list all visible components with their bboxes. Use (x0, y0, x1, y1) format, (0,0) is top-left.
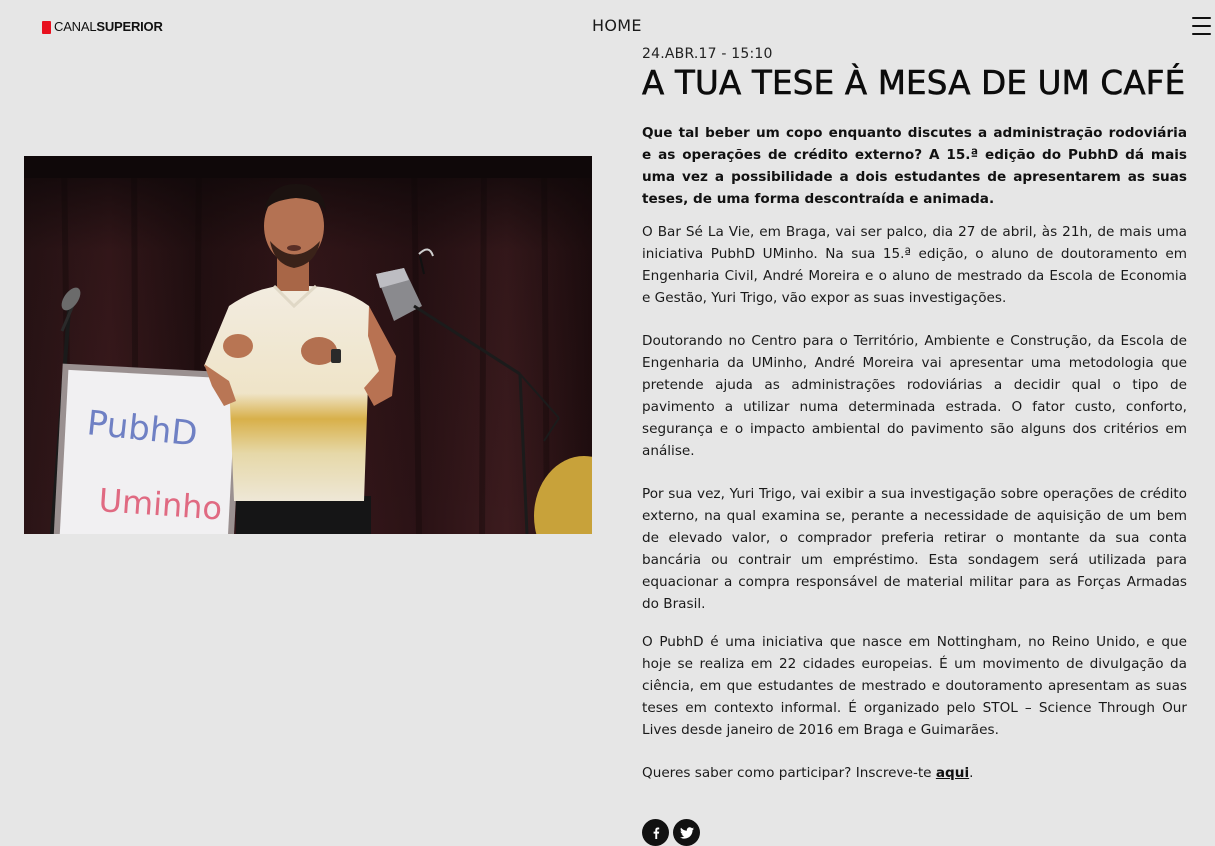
cta-text: Queres saber como participar? Inscreve-te (642, 765, 936, 781)
article-paragraph: Doutorando no Centro para o Território, Ambiente e Construção, da Escola de Engenharia da UMinho, André Moreira vai apresentar uma metodologia que pretende ajuda as administrações rodoviárias a decidir qual o tipo de pavimento a utilizar numa determinada estrada. O fator custo, conforto, segurança e o impacto ambiental do pavimento são alguns dos critérios em análise. (642, 333, 1187, 459)
twitter-share-button[interactable] (673, 819, 700, 846)
article-date: 24.ABR.17 - 15:10 (642, 46, 773, 62)
twitter-icon (680, 827, 694, 839)
whiteboard-text-1: PubhD (85, 403, 200, 455)
article-paragraph: Por sua vez, Yuri Trigo, vai exibir a sua investigação sobre operações de crédito externo, na qual examina se, perante a necessidade de aquisição de um bem de elevado valor, o comprador preferia retirar o montante da sua conta bancária ou contrair um empréstimo. Esta sondagem será utilizada para equacionar a compra responsável de material militar para as Forças Armadas do Brasil. (642, 486, 1187, 612)
hamburger-menu-icon[interactable] (1192, 17, 1211, 35)
article-title: A TUA TESE À MESA DE UM CAFÉ (642, 64, 1186, 102)
whiteboard-text-2: Uminho (97, 481, 224, 528)
logo-mark-icon (42, 21, 51, 34)
signup-link[interactable]: aqui (935, 765, 970, 781)
article-lead: Que tal beber um copo enquanto discutes a administração rodoviária e as operações de crédito externo? A 15.ª edição do PubhD dá mais uma vez a possibilidade a dois estudantes de apresentarem as suas teses, de uma forma descontraída e animada. (642, 125, 1187, 207)
article (642, 44, 1187, 846)
share-buttons (642, 819, 1187, 846)
nav-home-link[interactable]: HOME (592, 16, 642, 35)
article-paragraph: O Bar Sé La Vie, em Braga, vai ser palco, dia 27 de abril, às 21h, de mais uma iniciativa PubhD UMinho. Na sua 15.ª edição, o aluno de doutoramento em Engenharia Civil, André Moreira e o aluno de mestrado da Escola de Economia e Gestão, Yuri Trigo, vão expor as suas investigações. (642, 224, 1187, 306)
cta-end: . (969, 765, 974, 781)
article-cta (642, 762, 1187, 784)
logo-text: CANALSUPERIOR (54, 19, 163, 34)
article-paragraph: O PubhD é uma iniciativa que nasce em Nottingham, no Reino Unido, e que hoje se realiza em 22 cidades europeias. É um movimento de divulgação da ciência, em que estudantes de mestrado e doutoramento apresentam as suas teses em contexto informal. É organizado pelo STOL – Science Through Our Lives desde janeiro de 2016 em Braga e Guimarães. (642, 634, 1187, 738)
facebook-icon (650, 827, 662, 839)
site-logo[interactable] (42, 19, 163, 35)
facebook-share-button[interactable] (642, 819, 669, 846)
article-photo (24, 156, 592, 534)
